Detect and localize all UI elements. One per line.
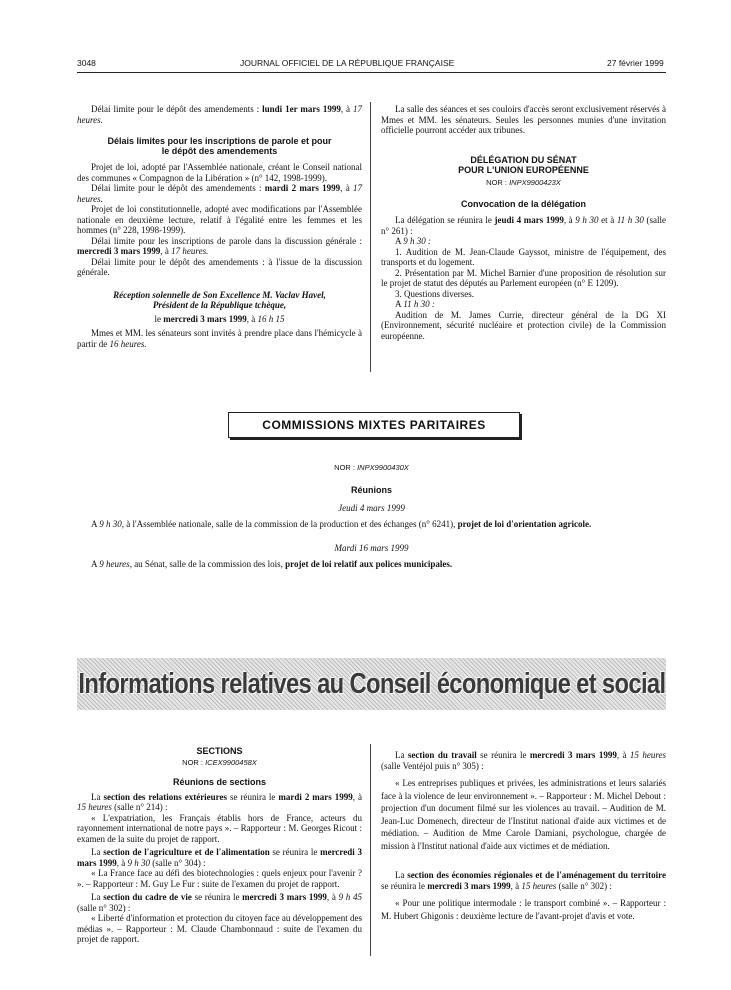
section-heading: Délais limites pour les inscriptions de parole et pour le dépôt des amendements xyxy=(107,136,332,156)
paragraph: La section du cadre de vie se réunira le mercredi 3 mars 1999, à 9 h 45 (salle n° 302) : xyxy=(77,892,362,913)
paragraph: A 9 h 30, à l'Assemblée nationale, salle de la commission de la production et des échanges (n° 6241), projet de loi d'orientation agricole. xyxy=(91,519,592,529)
paragraph: Délai limite pour le dépôt des amendements : à l'issue de la discussion générale. xyxy=(77,256,362,277)
paragraph: La section du travail se réunira le mercredi 3 mars 1999, à 15 heures (salle Ventéjol puis n° 305) : xyxy=(381,750,667,771)
left-top-column xyxy=(77,104,362,349)
paragraph: La section des économies régionales et de l'aménagement du territoire se réunira le mercredi 3 mars 1999, à 15 heures (salle n° 302) : xyxy=(381,870,666,891)
right-top-column xyxy=(381,104,666,341)
paragraph: Délai limite pour le dépôt des amendements : lundi 1er mars 1999, à 17 heures. xyxy=(77,104,362,125)
column-divider xyxy=(370,102,371,372)
paragraph: La délégation se réunira le jeudi 4 mars 1999, à 9 h 30 et à 11 h 30 (salle n° 261) : xyxy=(381,215,667,236)
cmp-section xyxy=(77,463,666,570)
paragraph: La salle des séances et ses couloirs d'accès seront exclusivement réservés à Mmes et MM. les sénateurs. Seules les personnes munies d'une invitation officielle pourront accéder aux tribunes. xyxy=(381,104,666,135)
nor-reference: NOR : INPX9900423X xyxy=(486,177,561,187)
paragraph: A 9 heures, au Sénat, salle de la commission des lois, projet de loi relatif aux polices municipales. xyxy=(91,559,453,569)
meeting-date: Jeudi 4 mars 1999 xyxy=(338,502,405,513)
paragraph: Projet de loi constitutionnelle, adopté avec modifications par l'Assemblée nationale en deuxième lecture, relatif à l'égalité entre les femmes et les hommes (n° 228, 1998-1999). xyxy=(77,204,362,235)
cmp-heading: Réunions xyxy=(350,484,392,495)
time-label: A 9 h 30 : xyxy=(395,236,432,246)
journal-title: JOURNAL OFFICIEL DE LA RÉPUBLIQUE FRANÇAISE xyxy=(240,58,455,68)
column-divider xyxy=(370,744,371,956)
paragraph: La section de l'agriculture et de l'alimentation se réunira le mercredi 3 mars 1999, à 9 h 30 (salle n° 304) : xyxy=(77,847,362,868)
reception-line-3: le mercredi 3 mars 1999, à 16 h 15 xyxy=(154,313,285,324)
list-item: 2. Présentation par M. Michel Barnier d'une proposition de résolution sur le projet de statut des députés au Parlement européen (n° E 1209). xyxy=(381,267,666,288)
delegation-title-1: DÉLÉGATION DU SÉNAT xyxy=(470,154,577,165)
list-item: Audition de M. James Currie, directeur général de la DG XI (Environnement, sécurité nucléaire et protection civile) de la Commission européenne. xyxy=(381,309,666,341)
header-rule xyxy=(77,72,666,73)
banner-title: Informations relatives au Conseil économique et social xyxy=(78,667,665,700)
nor-reference: NOR : INPX9900430X xyxy=(334,463,409,472)
nor-reference: NOR : ICEX9900458X xyxy=(182,758,257,767)
cmp-title-box xyxy=(228,412,520,438)
ces-left-column xyxy=(77,746,362,945)
meeting-date: Mardi 16 mars 1999 xyxy=(334,542,409,553)
list-item: 1. Audition de M. Jean-Claude Gayssot, ministre de l'équipement, des transports et du logement. xyxy=(381,246,666,267)
header-date: 27 février 1999 xyxy=(607,58,664,68)
paragraph: Délai limite pour le dépôt des amendements : mardi 2 mars 1999, à 17 heures. xyxy=(77,183,362,204)
cmp-title: COMMISSIONS MIXTES PARITAIRES xyxy=(262,417,486,432)
ces-banner xyxy=(77,658,666,710)
paragraph: Projet de loi, adopté par l'Assemblée nationale, créant le Conseil national des communes « Compagnon de la Libération » (n° 142, 1998-1999). xyxy=(77,162,362,183)
paragraph: « L'expatriation, les Français établis hors de France, acteurs du rayonnement international de notre pays ». – Rapporteur : M. Georges Ricout : examen de la suite du projet de rapport. xyxy=(77,812,362,844)
reception-line-2: Président de la République tchèque, xyxy=(152,300,287,310)
paragraph: Délai limite pour les inscriptions de parole dans la discussion générale : mercredi 3 mars 1999, à 17 heures. xyxy=(77,235,362,256)
paragraph: Mmes et MM. les sénateurs sont invités à prendre place dans l'hémicycle à partir de 16 heures. xyxy=(77,328,362,349)
paragraph: « La France face au défi des biotechnologies : quels enjeux pour l'avenir ? ». – Rapporteur : M. Guy Le Fur : suite de l'examen du projet de rapport. xyxy=(77,868,362,889)
delegation-title-2: POUR L'UNION EUROPÉENNE xyxy=(458,164,589,175)
reception-line-1: Réception solennelle de Son Excellence M. Vaclav Havel, xyxy=(113,289,326,300)
time-label: A 11 h 30 : xyxy=(395,299,435,309)
ces-right-column xyxy=(381,750,666,922)
page-number: 3048 xyxy=(77,58,96,68)
sections-title: SECTIONS xyxy=(196,746,243,756)
paragraph: « Pour une politique intermodale : le transport combiné ». – Rapporteur : M. Hubert Ghigonis : deuxième lecture de l'avant-projet d'avis et vote. xyxy=(381,898,666,921)
subheading: Convocation de la délégation xyxy=(460,199,586,209)
paragraph: « Liberté d'information et protection du citoyen face au développement des médias ». – Rapporteur : M. Claude Chambonnaud : suite de l'examen du projet de rapport. xyxy=(77,913,362,944)
paragraph: La section des relations extérieures se réunira le mardi 2 mars 1999, à 15 heures (salle n° 214) : xyxy=(77,791,362,812)
sections-heading: Réunions de sections xyxy=(172,776,267,787)
list-item: 3. Questions diverses. xyxy=(395,288,474,299)
paragraph: « Les entreprises publiques et privées, les administrations et leurs salariés face à la violence de leur environnement ». – Rapporteur : M. Michel Debout : projection d'un document filmé sur les violences au travail. – Audition de M. Jean-Luc Domenech, directeur de l'Institut national d'aide aux victimes et de médiation. – Audition de Mme Carole Damiani, psychologue, chargée de mission à l'Institut national d'aide aux victimes et de médiation. xyxy=(381,778,666,851)
